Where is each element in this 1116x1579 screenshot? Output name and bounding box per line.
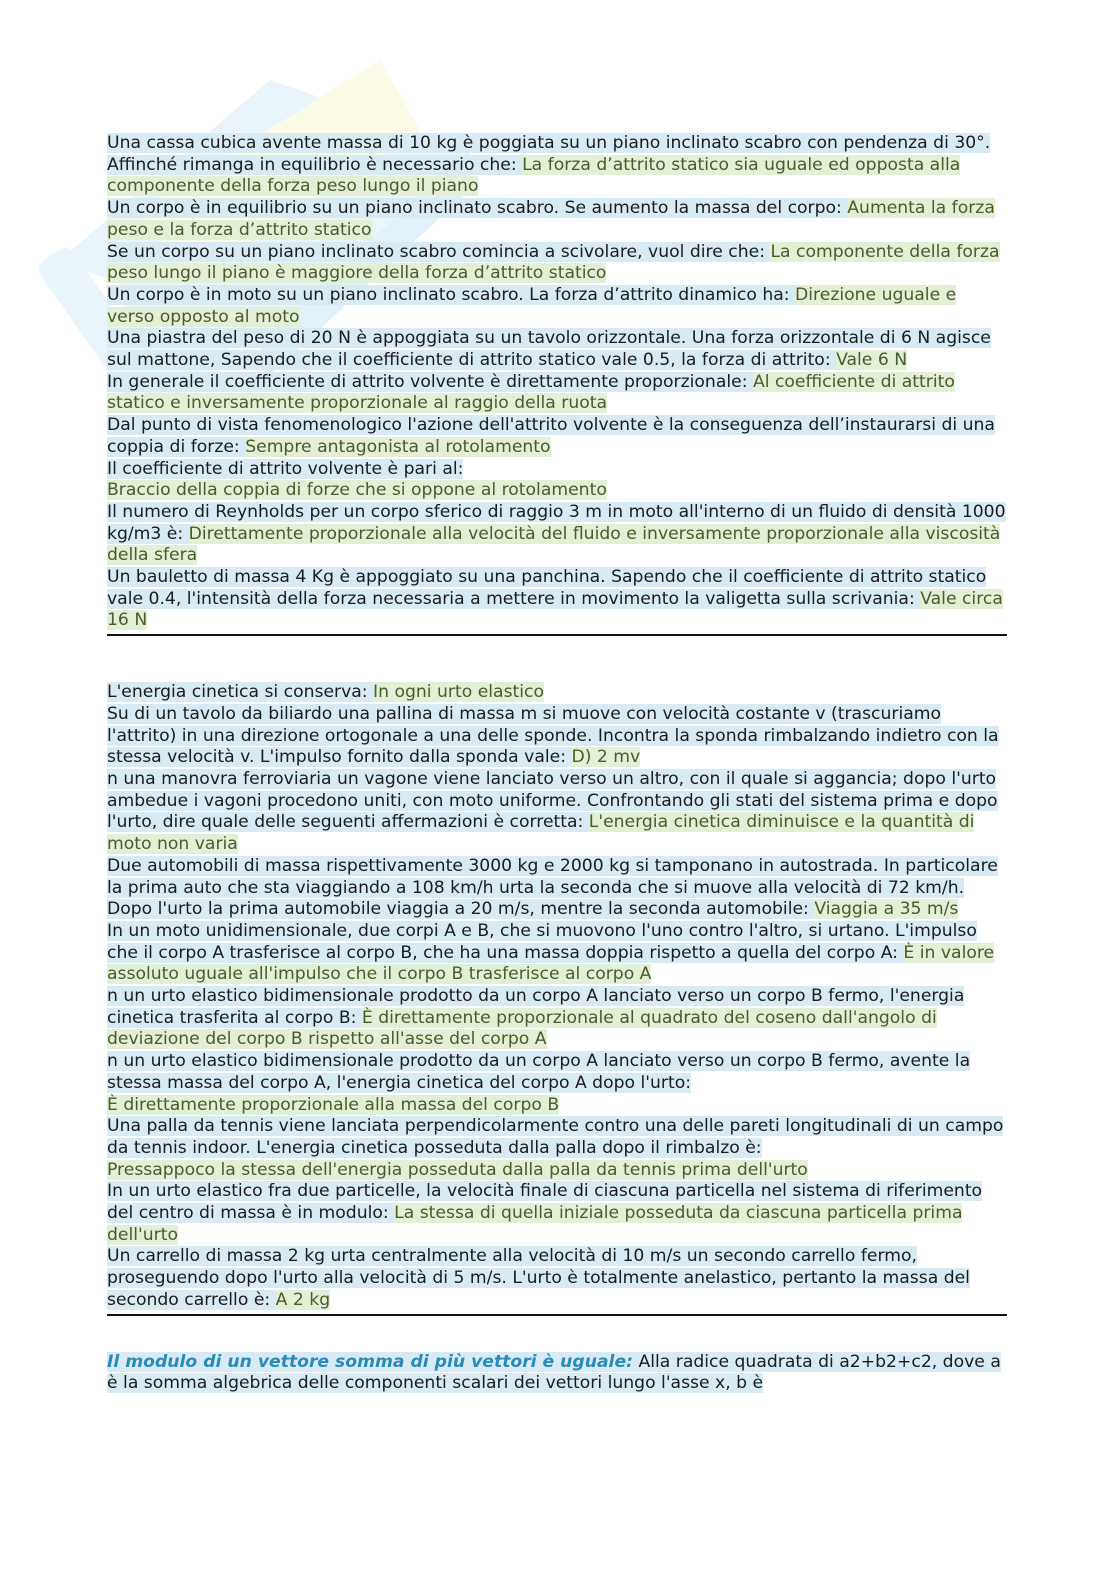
question-text: Una cassa cubica avente massa di 10 kg è poggiata su un piano inclinato scabro con pendenza di 30°. Affinché rimanga in equilibrio è necessario che: [107,133,991,175]
question-text: Un bauletto di massa 4 Kg è appoggiato su una panchina. Sapendo che il coefficiente di attrito statico vale 0.4, l'intensità della forza necessaria a mettere in movimento la valigetta sulla scrivania: [107,567,987,609]
answer-text: Pressappoco la stessa dell'energia posseduta dalla palla da tennis prima dell'urto [107,1159,808,1180]
answer-text: Aumenta la forza peso e la forza d’attrito statico [107,198,995,240]
answer-text: Vale circa 16 N [107,588,1003,631]
qa-item [107,704,1007,769]
answer-text: Braccio della coppia di forze che si oppone al rotolamento [107,480,607,501]
question-text: Un corpo è in equilibrio su un piano inclinato scabro. Se aumento la massa del corpo: [107,198,848,219]
question-heading: Il modulo di un vettore somma di più vettori è uguale: [107,1351,633,1372]
qa-item [107,133,1007,198]
answer-text: Sempre antagonista al rotolamento [245,436,551,457]
qa-item [107,567,1007,632]
question-text: Se un corpo su un piano inclinato scabro comincia a scivolare, vuol dire che: [107,241,771,262]
answer-text: È in valore assoluto uguale all'impulso che il corpo B trasferisce al corpo A [107,942,995,985]
qa-item [107,415,1007,458]
qa-item [107,328,1007,371]
qa-item [107,372,1007,415]
answer-text: Viaggia a 35 m/s [814,899,959,920]
question-text: Dal punto di vista fenomenologico l'azione dell'attrito volvente è la conseguenza dell’instaurarsi di una coppia di forze: [107,415,995,457]
question-text: n un urto elastico bidimensionale prodotto da un corpo A lanciato verso un corpo B fermo, l'energia cinetica trasferita al corpo B: [107,986,965,1028]
question-text: n un urto elastico bidimensionale prodotto da un corpo A lanciato verso un corpo B fermo, avente la stessa massa del corpo A, l'energia cinetica del corpo A dopo l'urto: [107,1051,971,1093]
qa-item [107,242,1007,285]
qa-item [107,285,1007,328]
qa-item [107,856,1007,921]
qa-item [107,502,1007,567]
answer-text: È direttamente proporzionale al quadrato del coseno dall'angolo di deviazione del corpo B rispetto all'asse del corpo A [107,1007,937,1050]
answer-text: D) 2 mv [571,747,641,768]
question-text: Un carrello di massa 2 kg urta centralmente alla velocità di 10 m/s un secondo carrello fermo, proseguendo dopo l'urto alla velocità di 5 m/s. L'urto è totalmente anelastico, pertanto la massa del secondo carrello è: [107,1246,970,1310]
section-urti [107,682,1007,1311]
answer-text: Vale 6 N [836,350,908,371]
answer-text: È direttamente proporzionale alla massa del corpo B [107,1094,560,1115]
answer-text: Alla radice quadrata di a2+b2+c2, dove a è la somma algebrica delle componenti scalari dei vettori lungo l'asse x, b è [107,1351,1001,1394]
question-text: Una palla da tennis viene lanciata perpendicolarmente contro una delle pareti longitudinali di un campo da tennis indoor. L'energia cinetica posseduta dalla palla dopo il rimbalzo è: [107,1116,1004,1158]
answer-text: Direzione uguale e verso opposto al moto [107,284,957,327]
qa-item [107,1246,1007,1311]
question-text: In un moto unidimensionale, due corpi A e B, che si muovono l'uno contro l'altro, si urtano. L'impulso che il corpo A trasferisce al corpo B, che ha una massa doppia rispetto a quella del corpo A: [107,920,977,963]
question-text: Una piastra del peso di 20 N è appoggiata su un tavolo orizzontale. Una forza orizzontale di 6 N agisce sul mattone, Sapendo che il coefficiente di attrito statico vale 0.5, la forza di attrito: [107,328,991,371]
question-text: Due automobili di massa rispettivamente 3000 kg e 2000 kg si tamponano in autostrada. In particolare la prima auto che sta viaggiando a 108 km/h urta la seconda che si muove alla velocità di 72 km/h. Dopo l'urto la prima automobile viaggia a 20 m/s, mentre la seconda automobile: [107,855,998,920]
qa-item [107,769,1007,856]
answer-text: A 2 kg [275,1289,331,1310]
section-attrito [107,133,1007,632]
question-text: Su di un tavolo da biliardo una pallina di massa m si muove con velocità costante v (trascuriamo l'attrito) in una direzione ortogonale a una delle sponde. Incontra la sponda rimbalzando indietro con la stessa velocità v. L'impulso fornito dalla sponda vale: [107,703,999,768]
qa-item [107,198,1007,241]
question-text: In un urto elastico fra due particelle, la velocità finale di ciascuna particella nel sistema di riferimento del centro di massa è in modulo: [107,1181,983,1224]
qa-item [107,1116,1007,1181]
question-text: Un corpo è in moto su un piano inclinato scabro. La forza d’attrito dinamico ha: [107,284,796,305]
answer-text: La stessa di quella iniziale posseduta da ciascuna particella prima dell'urto [107,1203,963,1245]
answer-text: La forza d’attrito statico sia uguale ed opposta alla componente della forza peso lungo il piano [107,154,961,197]
qa-item [107,1051,1007,1116]
qa-item [107,1352,1007,1395]
question-text: L'energia cinetica si conserva: [107,682,374,703]
answer-text: In ogni urto elastico [373,682,545,703]
qa-item [107,459,1007,502]
qa-item [107,921,1007,986]
answer-text: Direttamente proporzionale alla velocità del fluido e inversamente proporzionale alla viscosità della sfera [107,523,1001,566]
qa-item [107,1181,1007,1246]
question-text: Il coefficiente di attrito volvente è pari al: [107,458,464,479]
answer-text: Al coefficiente di attrito statico e inversamente proporzionale al raggio della ruota [107,371,955,414]
question-text: In generale il coefficiente di attrito volvente è direttamente proporzionale: [107,371,753,392]
answer-text: La componente della forza peso lungo il piano è maggiore della forza d’attrito statico [107,241,1000,284]
qa-item [107,986,1007,1051]
document-body [107,133,1007,1395]
qa-item [107,682,1007,704]
question-text: Il numero di Reynholds per un corpo sferico di raggio 3 m in moto all'interno di un fluido di densità 1000 kg/m3 è: [107,501,1006,544]
answer-text: L'energia cinetica diminuisce e la quantità di moto non varia [107,812,975,855]
question-text: n una manovra ferroviaria un vagone viene lanciato verso un altro, con il quale si aggancia; dopo l'urto ambedue i vagoni procedono uniti, con moto uniforme. Confrontando gli stati del sistema prima e dopo l'urto, dire quale delle seguenti affermazioni è corretta: [107,768,998,833]
